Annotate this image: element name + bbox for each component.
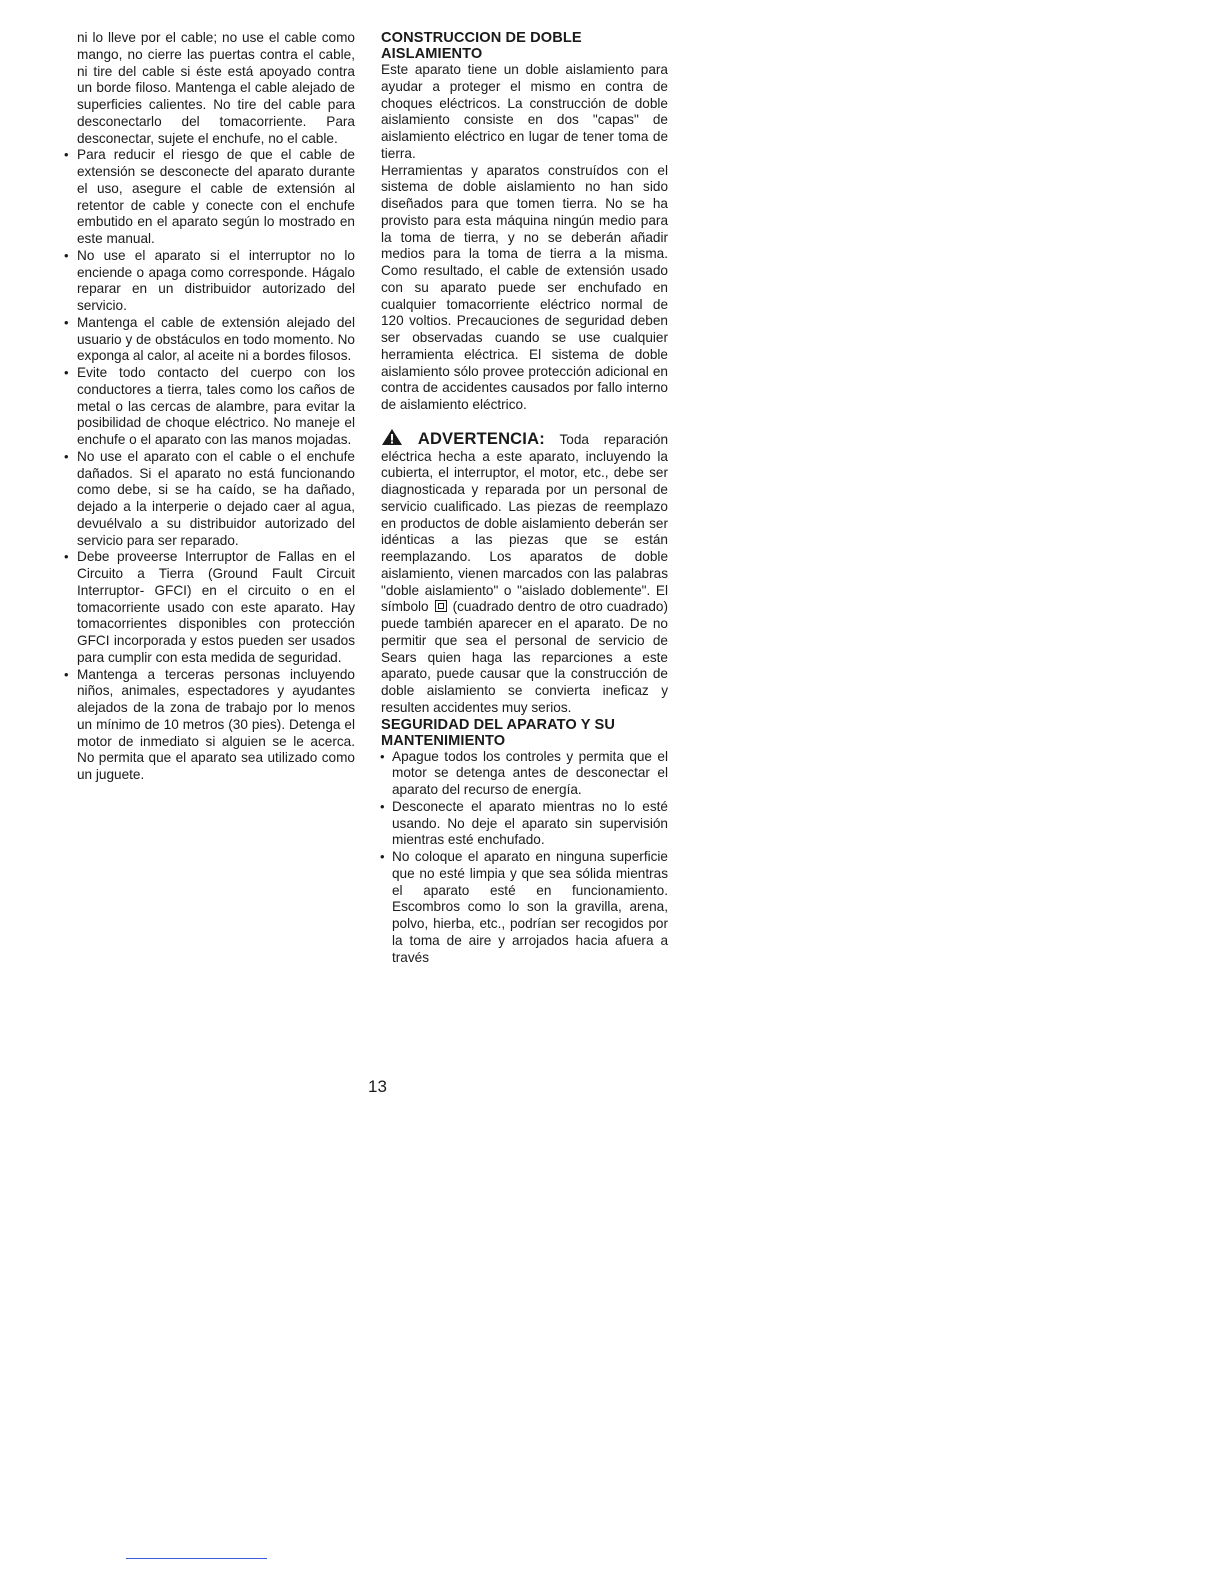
list-item: • No use el aparato si el interruptor no lo enciende o apaga como corresponde. Hágalo reparar en un distribuidor autorizado del servicio. xyxy=(77,248,355,315)
grounding-paragraph: Herramientas y aparatos construídos con el sistema de doble aislamiento no han sido diseñados para que tomen tierra. No se ha provisto para esta máquina ningún medio para la toma de tierra, y no se deberán añadir medios para la toma de tierra a la misma. Como resultado, el cable de extensión usado con su aparato puede ser enchufado en cualquier tomacorriente eléctrico normal de 120 voltios. Precauciones de seguridad deben ser observadas cuando se use cualquier herramienta eléctrica. El sistema de doble aislamiento sólo provee protección adicional en contra de accidentes causados por fallo interno de aislamiento eléctrico. xyxy=(381,162,668,412)
list-item: • Evite todo contacto del cuerpo con los conductores a tierra, tales como los caños de metal o las cercas de alambre, para evitar la posibilidad de choque eléctrico. No maneje el enchufe o el aparato con las manos mojadas. xyxy=(77,365,355,449)
warning-text-part2: (cuadrado dentro de otro cuadrado) puede también aparecer en el aparato. De no permitir que sea el personal de servicio de Sears quien haga las reparciones a este aparato, puede causar que la construcción de doble aislamiento se convierta ineficaz y resulten accidentes muy serios. xyxy=(381,599,668,715)
list-item: • Apague todos los controles y permita que el motor se detenga antes de desconectar el aparato del recurso de energía. xyxy=(381,749,668,799)
left-column xyxy=(77,30,355,784)
list-item: • No coloque el aparato en ninguna superficie que no esté limpia y que sea sólida mientras el aparato esté en funcionamiento. Escombros como lo son la gravilla, arena, polvo, hierba, etc., podrían ser recogidos por la toma de aire y arrojados hacia afuera a través xyxy=(381,849,668,966)
double-insulation-paragraph: Este aparato tiene un doble aislamiento para ayudar a proteger el mismo en contra de choques eléctricos. La construcción de doble aislamiento consiste en dos "capas" de aislamiento eléctrico en lugar de tener toma de tierra. xyxy=(381,62,668,161)
footer-rule xyxy=(126,1558,267,1559)
maintenance-heading: SEGURIDAD DEL APARATO Y SU MANTENIMIENTO xyxy=(381,716,615,749)
list-item: • Desconecte el aparato mientras no lo esté usando. No deje el aparato sin supervisión mientras esté enchufado. xyxy=(381,799,668,849)
warning-text-part1: Toda reparación eléctrica hecha a este aparato, incluyendo la cubierta, el interruptor, el motor, etc., debe ser diagnosticada y reparada por un personal de servicio cualificado. Las piezas de reemplazo en productos de doble aislamiento deberán ser idénticas a las piezas que se están reemplazando. Los aparatos de doble aislamiento, vienen marcados con las palabras "doble aislamiento" o "aislado doblemente". El símbolo xyxy=(381,431,669,615)
double-square-symbol-icon xyxy=(435,600,447,612)
list-item: • Mantenga el cable de extensión alejado del usuario y de obstáculos en todo momento. No exponga al calor, al aceite ni a bordes filosos. xyxy=(77,315,355,365)
left-bullet-list xyxy=(77,147,355,784)
warning-triangle-icon xyxy=(381,428,403,446)
list-item: • No use el aparato con el cable o el enchufe dañados. Si el aparato no está funcionando como debe, si se ha caído, se ha dañado, dejado a la interperie o dejado caer al agua, devuélvalo a su distribuidor autorizado del servicio para ser reparado. xyxy=(77,449,355,550)
list-item: • Para reducir el riesgo de que el cable de extensión se desconecte del aparato durante el uso, asegure el cable de extensión al retentor de cable y conecte con el enchufe embutido en el aparato según lo mostrado en este manual. xyxy=(77,147,355,248)
right-column xyxy=(381,30,668,966)
warning-label: ADVERTENCIA: xyxy=(417,429,545,448)
list-item: • Mantenga a terceras personas incluyendo niños, animales, espectadores y ayudantes alejados de la zona de trabajo por lo menos un mínimo de 10 metros (30 pies). Detenga el motor de inmediato si alguien se le acerca. No permita que el aparato sea utilizado como un juguete. xyxy=(77,667,355,784)
list-item: • Debe proveerse Interruptor de Fallas en el Circuito a Tierra (Ground Fault Circuit Interruptor- GFCI) en el circuito o en el tomacorriente usado con este aparato. Hay tomacorrientes disponibles con protección GFCI incorporada y estos pueden ser usados para cumplir con esta medida de seguridad. xyxy=(77,549,355,666)
intro-paragraph: ni lo lleve por el cable; no use el cable como mango, no cierre las puertas contra el cable, ni tire del cable si éste está apoyado contra un borde filoso. Mantenga el cable alejado de superficies calientes. No tire del cable para desconectarlo del tomacorriente. Para desconectar, sujete el enchufe, no el cable. xyxy=(77,30,355,146)
page-number: 13 xyxy=(368,1077,387,1096)
double-insulation-heading: CONSTRUCCION DE DOBLE AISLAMIENTO xyxy=(381,30,582,62)
right-bullet-list xyxy=(381,749,668,967)
warning-block xyxy=(381,428,668,717)
